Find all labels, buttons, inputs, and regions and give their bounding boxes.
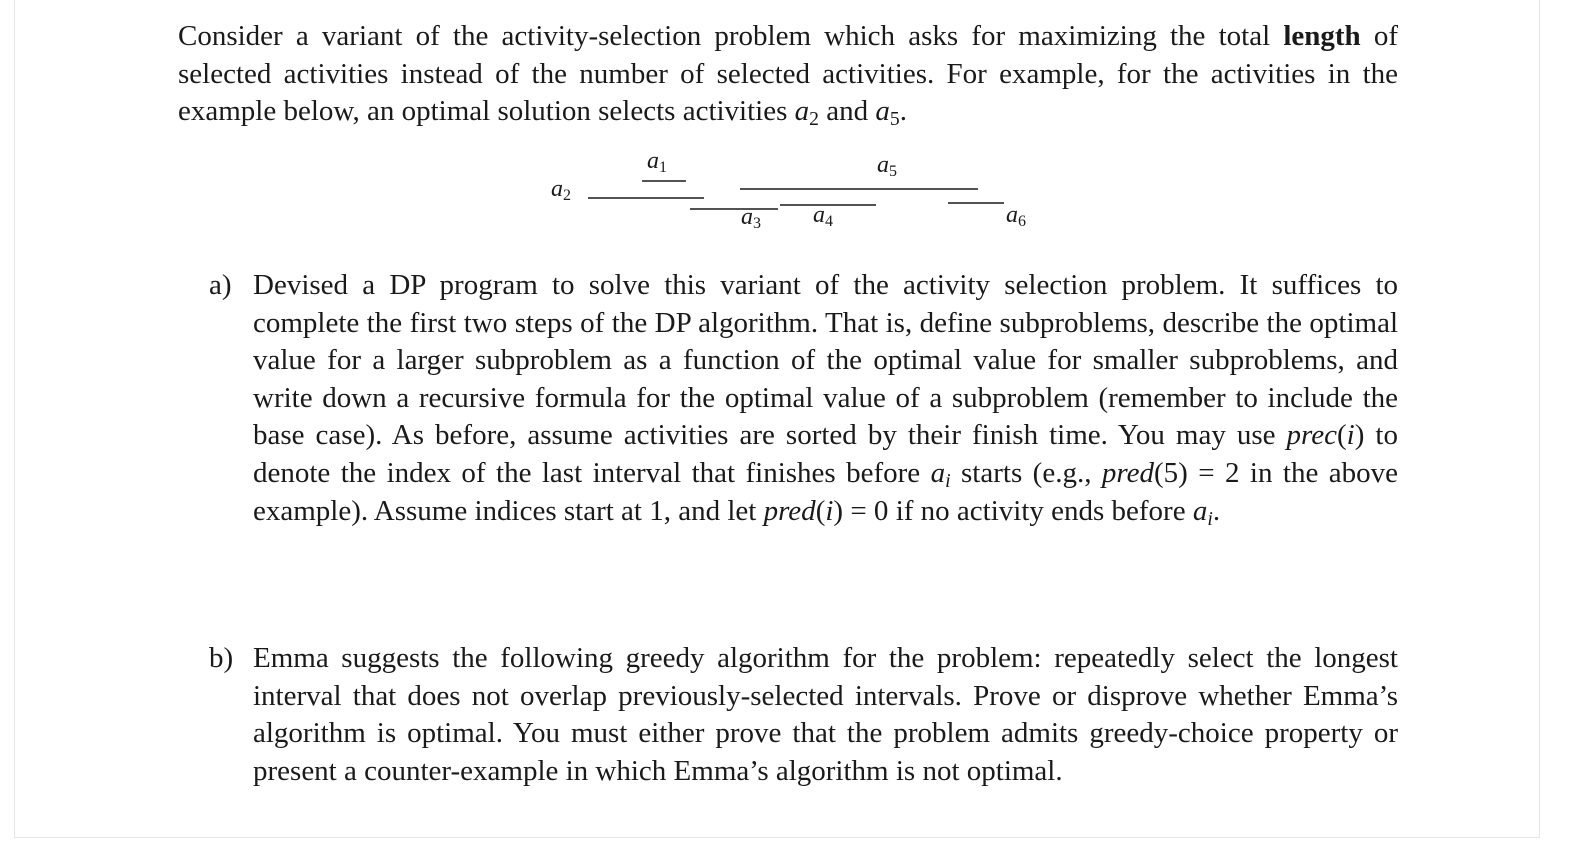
part-a-pred: pred [1101,456,1154,489]
part-a-ai2-sub: i [1207,507,1213,530]
intro-paragraph [178,18,1398,131]
part-a-prec-arg: (i) [1337,419,1365,452]
part-a-paragraph [253,267,1398,530]
part-b-paragraph: Emma suggests the following greedy algorithm for the problem: repeatedly select the longest interval that does not overlap previously-selected intervals. Prove or disprove whether Emma’s algorithm is optimal. You must either prove that the problem admits greedy-choice property or present a counter-example in which Emma’s algorithm is not optimal. [253,642,1398,787]
intro-text-4: . [899,95,907,128]
intro-activity-a2: a [794,95,810,128]
part-a-prec: prec [1286,419,1337,452]
part-a-text-6: . [1212,494,1221,527]
part-a-pred-eq: (5) = 2 [1153,456,1240,489]
label-a6: a6 [1006,202,1026,230]
part-a-text-2: to denote the index of the last interval that finishes before [253,419,1398,489]
part-a-marker: a) [209,269,232,301]
label-a4: a4 [813,202,833,230]
part-a-pred2: pred [763,494,816,527]
part-a-text-4: in the above example). Assume indices start at 1, and let [253,456,1399,527]
part-a-pred2-eq: (i) = 0 [815,494,889,527]
part-a-ai-sub: i [945,469,951,492]
label-a1: a1 [647,148,667,176]
intro-activity-a5-sub: 5 [889,108,900,131]
part-a-text-1: Devised a DP program to solve this variant of the activity selection problem. It suffices to complete the first two steps of the DP algorithm. That is, define subproblems, describe the optimal value for a larger subproblem as a function of the optimal value for smaller subproblems, and write down a recursive formula for the optimal value of a subproblem (remember to include the base case). As before, assume activities are sorted by their finish time. You may use [253,269,1398,452]
part-a-text-3: starts (e.g., [950,456,1102,489]
intro-bold-length: length [1283,20,1361,52]
label-a3: a3 [741,204,761,232]
intro-text-2: of selected activities instead of the number of selected activities. For example, for the activities in the example below, an optimal solution selects activities [178,20,1398,128]
label-a5: a5 [877,152,897,180]
intro-text-3: and [819,95,876,128]
part-a-ai: a [930,456,946,489]
label-a2: a2 [551,176,571,204]
part-b-marker: b) [209,642,234,674]
part-a-ai2: a [1192,494,1208,527]
intro-activity-a5: a [875,95,890,128]
intro-text-1: Consider a variant of the activity-selection problem which asks for maximizing the total [178,20,1284,52]
part-a-text-5: if no activity ends before [888,494,1193,527]
intro-activity-a2-sub: 2 [809,108,819,131]
